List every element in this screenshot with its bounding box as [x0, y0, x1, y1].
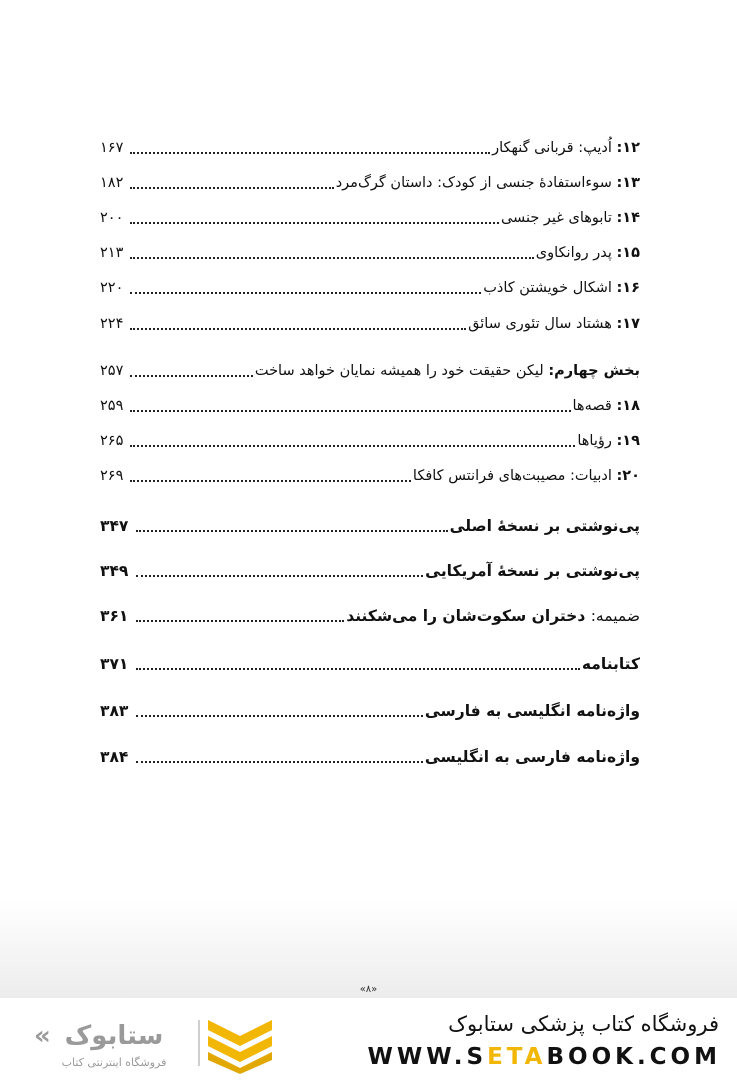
toc-entry-title: رؤیاها	[577, 433, 612, 449]
toc-entry-page: ۱۸۲	[100, 175, 124, 191]
toc-entry-number: ۱۷:	[616, 316, 640, 332]
toc-entry-page: ۳۴۷	[100, 517, 129, 535]
toc-entry-number: ۱۵:	[616, 245, 640, 261]
url-part-2: ETA	[487, 1044, 547, 1070]
store-footer-banner	[0, 998, 737, 1080]
url-part-1: WWW.S	[367, 1044, 488, 1070]
url-part-3: BOOK.COM	[546, 1044, 721, 1070]
store-url[interactable]	[368, 1044, 721, 1070]
toc-major-entry	[100, 506, 640, 536]
toc-entry	[100, 128, 640, 158]
dot-leader	[130, 375, 253, 377]
toc-entry-title: دختران سکوت‌شان را می‌شکنند	[346, 607, 586, 625]
toc-entry-number: ۱۲:	[616, 140, 640, 156]
toc-entry-title: سوءاستفادهٔ جنسی از کودک: داستان گرگ‌مرد	[335, 175, 612, 191]
toc-major-entry	[100, 737, 640, 767]
logo-wordmark: ستابوک	[64, 1021, 164, 1051]
toc-entry-page: ۲۲۴	[100, 316, 124, 332]
toc-entry-page: ۳۴۹	[100, 562, 129, 580]
dot-leader	[136, 575, 423, 577]
toc-entry	[100, 421, 640, 451]
page-number: «۸»	[359, 984, 378, 995]
toc-entry-page: ۲۱۳	[100, 245, 124, 261]
toc-entry-title: پی‌نوشتی بر نسخهٔ آمریکایی	[425, 562, 640, 580]
setabook-logo	[30, 1014, 290, 1074]
toc-entry-page: ۳۷۱	[100, 655, 129, 673]
dot-leader	[130, 292, 481, 294]
toc-entry-number: ۱۶:	[616, 280, 640, 296]
dot-leader	[136, 761, 422, 763]
dot-leader	[130, 152, 490, 154]
toc-entry	[100, 456, 640, 486]
toc-entry-page: ۲۵۹	[100, 398, 124, 414]
toc-entry-page: ۱۶۷	[100, 140, 124, 156]
toc-entry-title: اشکال خویشتن کاذب	[483, 280, 612, 296]
toc-entry-page: ۲۲۰	[100, 280, 124, 296]
dot-leader	[136, 668, 579, 670]
toc-entry-title: تابوهای غیر جنسی	[500, 210, 612, 226]
toc-entry-title: واژه‌نامه انگلیسی به فارسی	[424, 702, 640, 720]
chevron-stack-icon	[208, 1020, 272, 1074]
toc-part-label: بخش چهارم:	[548, 363, 640, 379]
toc-entry-title: واژه‌نامه فارسی به انگلیسی	[424, 748, 640, 766]
dot-leader	[130, 480, 411, 482]
toc-entry-page: ۲۵۷	[100, 363, 124, 379]
toc-entry-number: ۲۰:	[616, 468, 640, 484]
toc-part-heading	[100, 351, 640, 381]
toc-entry	[100, 233, 640, 263]
toc-entry-title: پدر روانکاوی	[535, 245, 612, 261]
toc-entry-title: پی‌نوشتی بر نسخهٔ اصلی	[449, 517, 640, 535]
toc-entry	[100, 386, 640, 416]
toc-entry-title: قصه‌ها	[572, 398, 612, 414]
dot-leader	[136, 620, 344, 622]
toc-entry-title: لیکن حقیقت خود را همیشه نمایان خواهد ساخت	[254, 363, 544, 379]
toc-entry-title: ادبیات: مصیبت‌های فرانتس کافکا	[412, 468, 612, 484]
toc-entry	[100, 268, 640, 298]
toc-entry-page: ۳۶۱	[100, 607, 129, 625]
double-chevron-icon: «	[34, 1021, 51, 1051]
store-name: فروشگاه کتاب پزشکی ستابوک	[448, 1012, 719, 1036]
toc-entry-title: اُدیپ: قربانی گنهکار	[492, 140, 612, 156]
dot-leader	[136, 530, 447, 532]
toc-major-entry	[100, 596, 640, 626]
toc-entry-number: ۱۴:	[616, 210, 640, 226]
toc-entry-page: ۳۸۴	[100, 748, 129, 766]
toc-major-entry	[100, 551, 640, 581]
toc-major-entry	[100, 691, 640, 721]
toc-entry-page: ۲۶۹	[100, 468, 124, 484]
toc-entry-page: ۲۶۵	[100, 433, 124, 449]
toc-major-entry	[100, 644, 640, 674]
dot-leader	[136, 715, 422, 717]
toc-entry-title: هشتاد سال تئوری سائق	[468, 316, 612, 332]
toc-entry	[100, 304, 640, 334]
logo-subtext: فروشگاه اینترنتی کتاب	[61, 1056, 167, 1069]
toc-entry-number: ۱۳:	[616, 175, 640, 191]
toc-entry-number: ۱۹:	[616, 433, 640, 449]
dot-leader	[130, 445, 575, 447]
toc-entry	[100, 198, 640, 228]
toc-entry-title: کتابنامه	[581, 655, 640, 673]
dot-leader	[130, 222, 499, 224]
dot-leader	[130, 257, 534, 259]
toc-entry	[100, 163, 640, 193]
toc-entry-page: ۲۰۰	[100, 210, 124, 226]
dot-leader	[130, 410, 571, 412]
dot-leader	[130, 328, 466, 330]
dot-leader	[130, 187, 334, 189]
toc-entry-number: ۱۸:	[616, 398, 640, 414]
toc-entry-page: ۳۸۳	[100, 702, 129, 720]
toc-appendix-label: ضمیمه:	[590, 607, 640, 625]
